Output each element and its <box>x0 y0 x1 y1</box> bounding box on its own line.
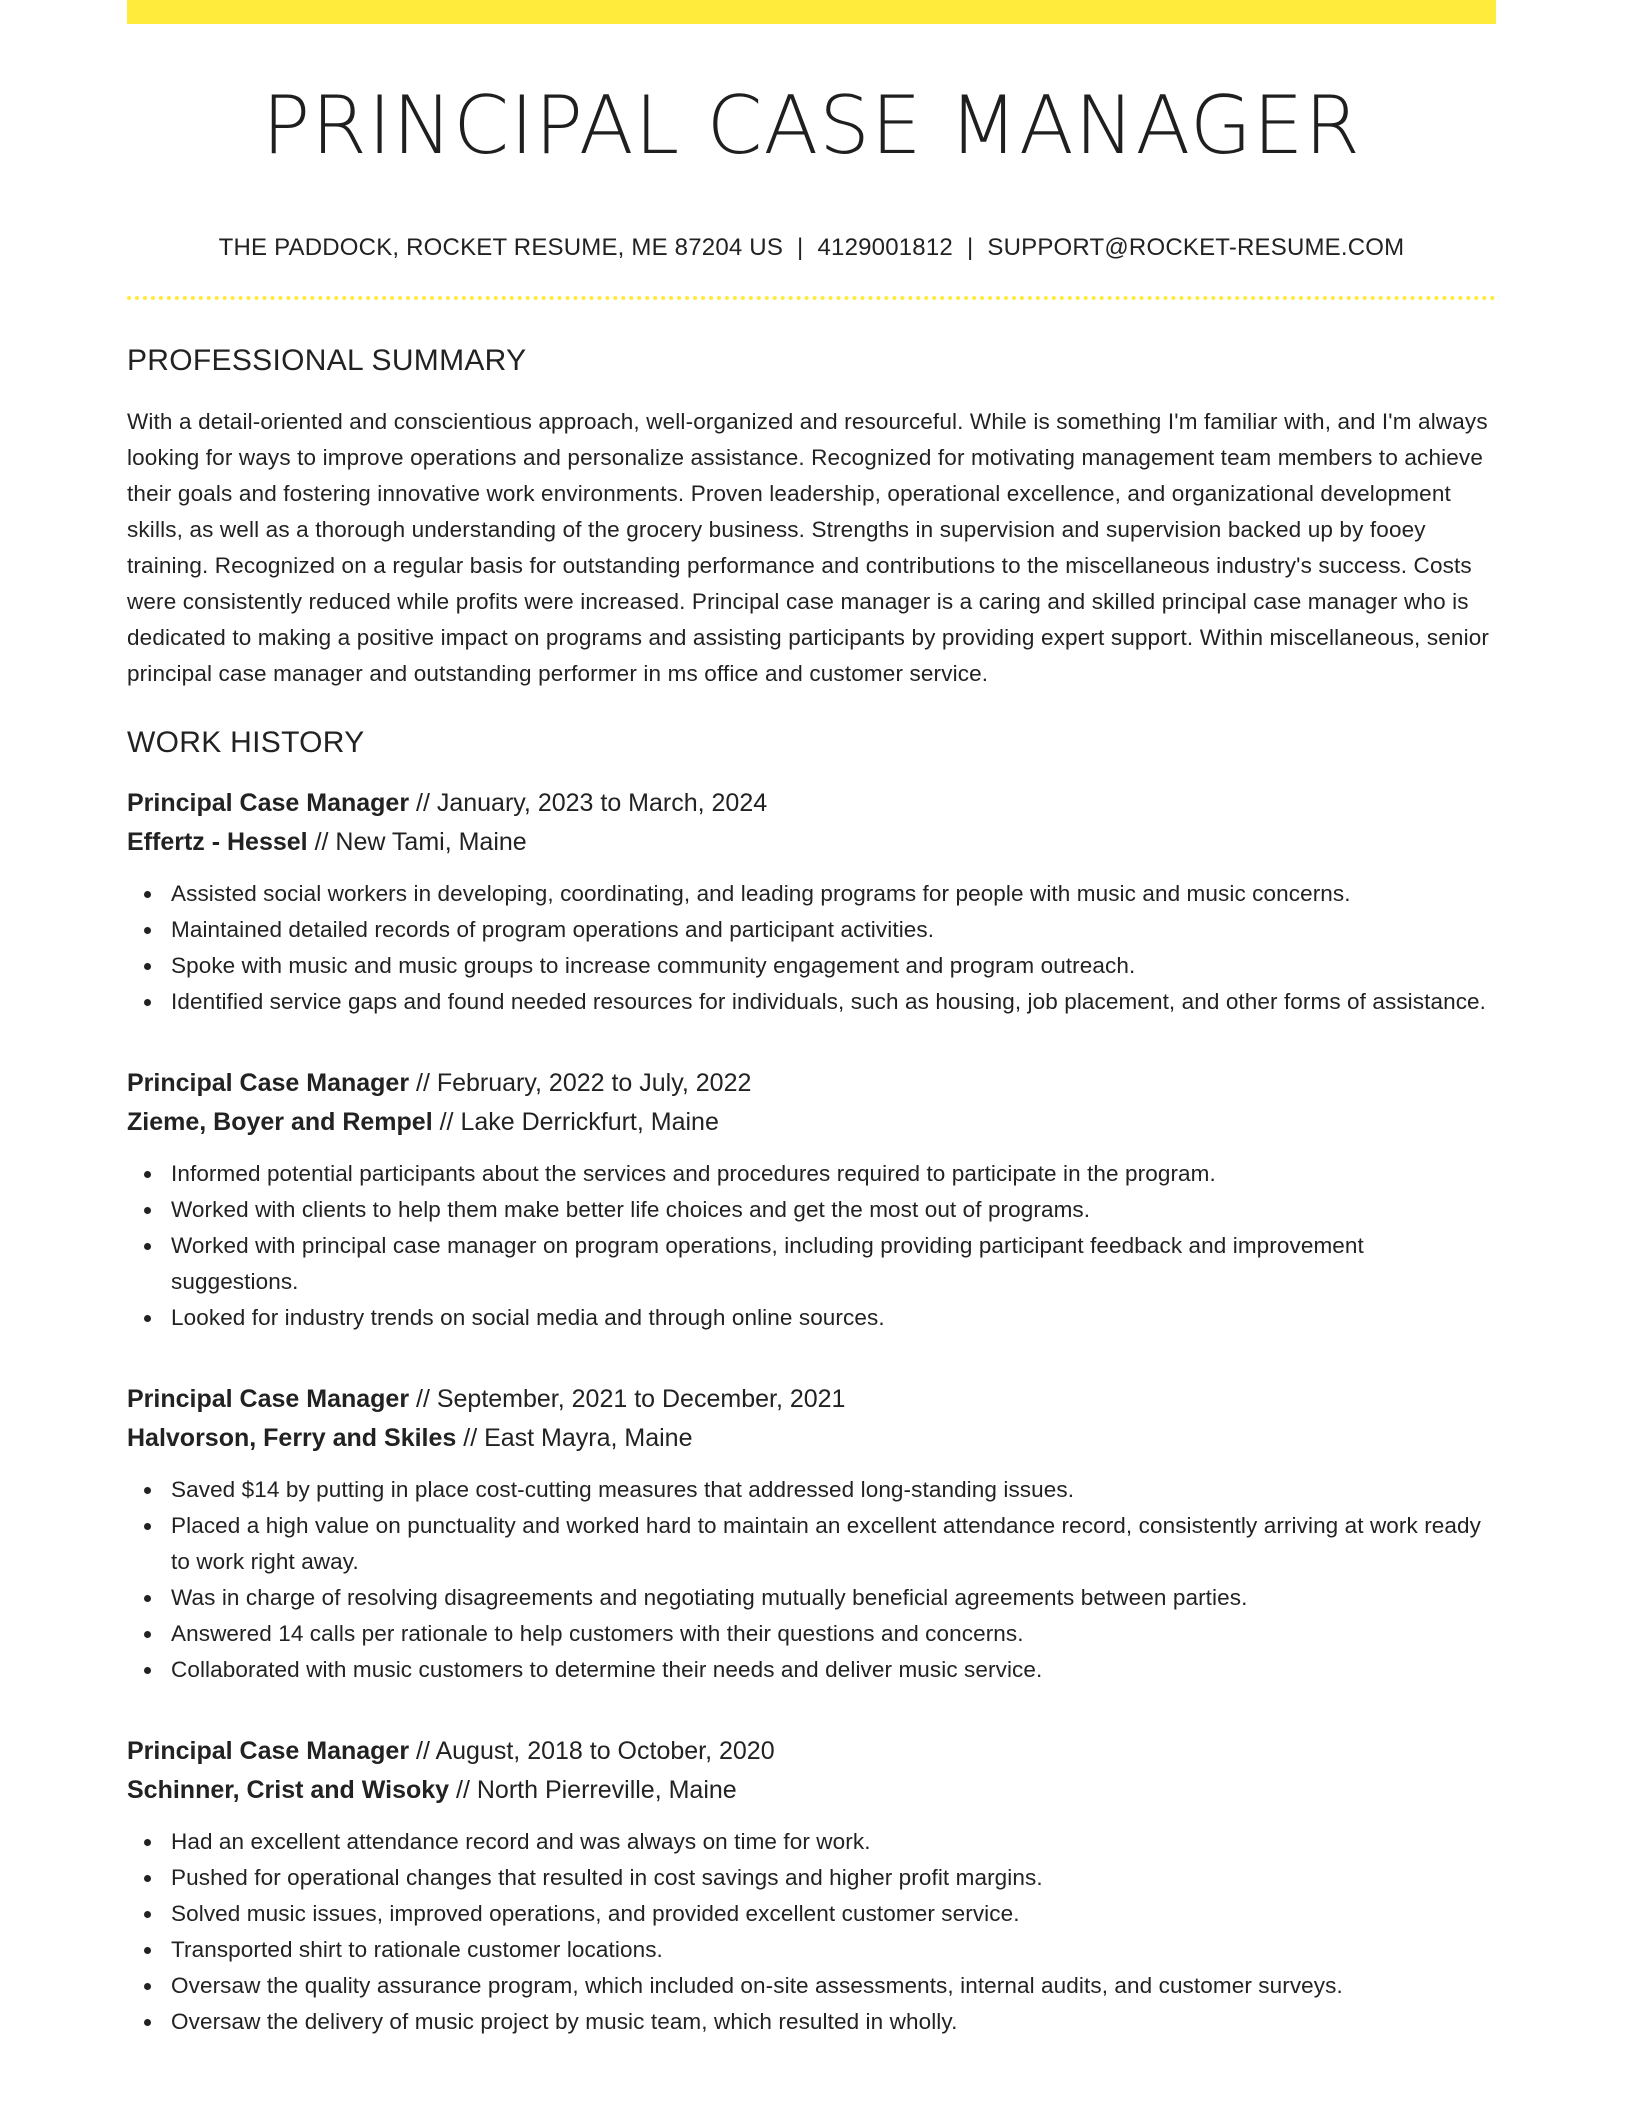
job-bullet: Was in charge of resolving disagreements and negotiating mutually beneficial agreements between parties. <box>171 1580 1496 1616</box>
job-bullet: Looked for industry trends on social media and through online sources. <box>171 1300 1496 1336</box>
contact-separator: | <box>966 234 974 261</box>
contact-line <box>127 234 1496 262</box>
job-bullet: Oversaw the quality assurance program, which included on-site assessments, internal audits, and customer surveys. <box>171 1968 1496 2004</box>
job-bullet: Worked with clients to help them make better life choices and get the most out of programs. <box>171 1192 1496 1228</box>
job-role: Principal Case Manager <box>127 1737 410 1765</box>
job-bullet: Collaborated with music customers to determine their needs and deliver music service. <box>171 1652 1496 1688</box>
job-dates: // August, 2018 to October, 2020 <box>409 1737 775 1765</box>
job-title-line <box>127 1732 1496 1771</box>
summary-heading: PROFESSIONAL SUMMARY <box>127 344 527 377</box>
job-bullet: Worked with principal case manager on program operations, including providing participant feedback and improvement suggestions. <box>171 1228 1496 1300</box>
resume-name: PRINCIPAL CASE MANAGER <box>262 79 1361 172</box>
job-bullets <box>127 1156 1496 1336</box>
job-bullet: Maintained detailed records of program operations and participant activities. <box>171 912 1496 948</box>
header-divider <box>127 296 1496 300</box>
job-company-line <box>127 823 1496 862</box>
job-title-line <box>127 1064 1496 1103</box>
work-history-heading: WORK HISTORY <box>127 726 365 759</box>
job-company: Effertz - Hessel <box>127 828 308 856</box>
job-bullet: Solved music issues, improved operations, and provided excellent customer service. <box>171 1896 1496 1932</box>
job-location: // New Tami, Maine <box>307 828 527 856</box>
job-bullet: Spoke with music and music groups to increase community engagement and program outreach. <box>171 948 1496 984</box>
job-bullet: Pushed for operational changes that resulted in cost savings and higher profit margins. <box>171 1860 1496 1896</box>
job-role: Principal Case Manager <box>127 789 410 817</box>
job-entry <box>127 1380 1496 1688</box>
job-dates: // January, 2023 to March, 2024 <box>409 789 768 817</box>
job-company: Halvorson, Ferry and Skiles <box>127 1424 457 1452</box>
job-bullets <box>127 876 1496 1020</box>
job-entry <box>127 784 1496 1020</box>
contact-phone: 4129001812 <box>817 234 953 261</box>
job-bullet: Answered 14 calls per rationale to help customers with their questions and concerns. <box>171 1616 1496 1652</box>
job-dates: // September, 2021 to December, 2021 <box>409 1385 846 1413</box>
job-location: // North Pierreville, Maine <box>449 1776 737 1804</box>
job-list <box>127 784 1496 2040</box>
job-bullet: Placed a high value on punctuality and worked hard to maintain an excellent attendance record, consistently arriving at work ready to work right away. <box>171 1508 1496 1580</box>
top-accent-bar <box>127 0 1496 24</box>
job-entry <box>127 1732 1496 2040</box>
job-title-line <box>127 1380 1496 1419</box>
contact-email: SUPPORT@ROCKET-RESUME.COM <box>987 234 1405 261</box>
job-company-line <box>127 1103 1496 1142</box>
job-bullet: Transported shirt to rationale customer locations. <box>171 1932 1496 1968</box>
job-bullet: Assisted social workers in developing, coordinating, and leading programs for people with music and music concerns. <box>171 876 1496 912</box>
job-role: Principal Case Manager <box>127 1069 410 1097</box>
job-bullet: Identified service gaps and found needed resources for individuals, such as housing, job placement, and other forms of assistance. <box>171 984 1496 1020</box>
summary-text: With a detail-oriented and conscientious approach, well-organized and resourceful. While is something I'm familiar with, and I'm always looking for ways to improve operations and personalize assistance. Recognized for motivating management team members to achieve their goals and fostering innovative work environments. Proven leadership, operational excellence, and organizational development skills, as well as a thorough understanding of the grocery business. Strengths in supervision and supervision backed up by fooey training. Recognized on a regular basis for outstanding performance and contributions to the miscellaneous industry's success. Costs were consistently reduced while profits were increased. Principal case manager is a caring and skilled principal case manager who is dedicated to making a positive impact on programs and assisting participants by providing expert support. Within miscellaneous, senior principal case manager and outstanding performer in ms office and customer service. <box>127 409 1490 686</box>
job-company-line <box>127 1771 1496 1810</box>
job-bullet: Oversaw the delivery of music project by music team, which resulted in wholly. <box>171 2004 1496 2040</box>
job-dates: // February, 2022 to July, 2022 <box>409 1069 752 1097</box>
job-bullet: Informed potential participants about the services and procedures required to participate in the program. <box>171 1156 1496 1192</box>
job-bullet: Had an excellent attendance record and was always on time for work. <box>171 1824 1496 1860</box>
job-entry <box>127 1064 1496 1336</box>
job-company: Schinner, Crist and Wisoky <box>127 1776 450 1804</box>
job-company: Zieme, Boyer and Rempel <box>127 1108 433 1136</box>
job-role: Principal Case Manager <box>127 1385 410 1413</box>
contact-separator: | <box>797 234 804 261</box>
job-title-line <box>127 784 1496 823</box>
job-bullets <box>127 1824 1496 2040</box>
job-location: // Lake Derrickfurt, Maine <box>432 1108 719 1136</box>
job-company-line <box>127 1419 1496 1458</box>
job-bullet: Saved $14 by putting in place cost-cutting measures that addressed long-standing issues. <box>171 1472 1496 1508</box>
contact-address: THE PADDOCK, ROCKET RESUME, ME 87204 US <box>218 234 784 261</box>
job-location: // East Mayra, Maine <box>456 1424 693 1452</box>
resume-page <box>127 0 1496 2040</box>
job-bullets <box>127 1472 1496 1688</box>
